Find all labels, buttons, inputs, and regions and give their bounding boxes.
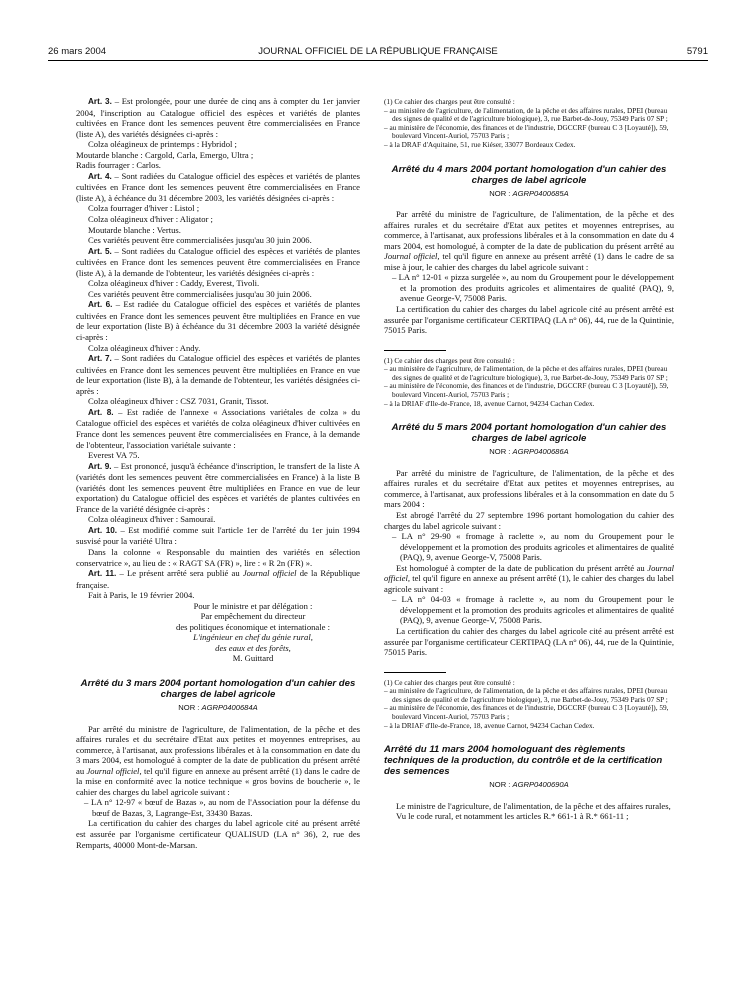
right-column (384, 98, 674, 822)
article-5: Art. 5. – Sont radiées du Catalogue officiel des espèces et variétés de plantes cultivées en France dont les semences peuvent être commercialisées en France (liste A), à la demande de l'obtenteur, les variétés désignées ci-après : (76, 245, 360, 278)
decree-paragraph: Par arrêté du ministre de l'agriculture, de l'alimentation, de la pêche et des affaires rurales et du secrétaire d'Etat aux petites et moyennes entreprises, au commerce, à l'artisanat, aux professions libérales et à la consommation en date du 3 mars 2004, est homologué à compter de la date de publication du présent arrêté au Journal officiel, tel qu'il figure en annexe au présent arrêté (1) dans le cadre de la mise en conformité avec la notice technique « gros bovins de boucherie », le cahier des charges du label agricole suivant : (76, 723, 360, 797)
footnote-rule (384, 672, 446, 673)
label-item: – LA n° 04-03 « fromage à raclette », au nom du Groupement pour le développement et la promotion des produits agricoles et alimentaires de qualité (PAQ), 9, avenue George-V, 75008 Paris. (392, 594, 674, 626)
nor-reference: NOR : AGRP0400686A (489, 447, 569, 457)
list-item: Colza oléagineux de printemps : Hybridol ; (88, 139, 237, 150)
decree-paragraph: Par arrêté du ministre de l'agriculture, de l'alimentation, de la pêche et des affaires rurales et du secrétaire d'Etat aux petites et moyennes entreprises, au commerce, à l'artisanat, aux professions libérales et à la consommation en date du 4 mars 2004, est homologué, à compter de la date de publication du présent arrêté au Journal officiel, tel qu'il figure en annexe au présent arrêté (1) dans le cadre de sa mise à jour, le cahier des charges du label agricole suivant : (384, 209, 674, 272)
decree-paragraph: La certification du cahier des charges du label agricole cité au présent arrêté est assurée par l'organisme certificateur CERTIPAQ (LA n° 06), 44, rue de la Quintinie, 75015 Paris. (384, 625, 674, 658)
decree-paragraph: Est homologué à compter de la date de publication du présent arrêté au Journal officiel, tel qu'il figure en annexe au présent arrêté (1), le cahier des charges du label agricole suivant : (384, 562, 674, 594)
article-10: Art. 10. – Est modifié comme suit l'article 1er de l'arrêté du 1er juin 1994 susvisé pour la variété Ultra : (76, 524, 360, 547)
list-item: Colza oléagineux d'hiver : CSZ 7031, Granit, Tissot. (88, 396, 269, 407)
footnote: (1) Ce cahier des charges peut être consulté : – au ministère de l'agriculture, de l'alimentation, de la pêche et des affaires rurales, DPEI (bureau des signes de qualité et de l'agriculture biologique), 3, rue Barbet-de-Jouy, 75349 Paris 07 SP ; – au ministère de l'économie, des finances et de l'industrie, DGCCRF (bureau C 3 [Loyauté]), 59, boulevard Vincent-Auriol, 75703 Paris ; – à la DRIAF d'Ile-de-France, 18, avenue Carnot, 94234 Cachan Cedex. (384, 355, 669, 408)
decree-paragraph: La certification du cahier des charges du label agricole cité au présent arrêté est assurée par l'organisme certificateur CERTIPAQ (LA n° 06), 44, rue de la Quintinie, 75015 Paris. (384, 304, 674, 336)
signature-block: Pour le ministre et par délégation : Par empêchement du directeur des politiques économique et internationale : L'ingénieur en chef du génie rural, des eaux et des forêts, M. Guittard (146, 601, 360, 664)
article-10-extra: Dans la colonne « Responsable du maintien des variétés en sélection conservatrice », au lieu de : « RAGT SA (FR) », lire : « R 2n (FR) ». (76, 546, 360, 568)
list-item: Colza oléagineux d'hiver : Caddy, Everest, Tivoli. (88, 278, 260, 289)
article-3: Art. 3. – Est prolongée, pour une durée de cinq ans à compter du 1er janvier 2004, l'inscription au Catalogue officiel des espèces et variétés de plantes cultivées en France dont les semences peuvent être commercialisées en France (liste A), des variétés désignées ci-après : (76, 96, 360, 139)
decree-paragraph: Par arrêté du ministre de l'agriculture, de l'alimentation, de la pêche et des affaires rurales et du secrétaire d'Etat aux petites et moyennes entreprises, au commerce, à l'artisanat, aux professions libérales et à la consommation en date du 5 mars 2004 : (384, 467, 674, 510)
article-8: Art. 8. – Est radiée de l'annexe « Associations variétales de colza » du Catalogue officiel des espèces et variétés de colza oléagineux d'hiver cultivées en France dont les semences peuvent être commercialisées en France, à la demande de l'obtenteur, l'association variétale suivante : (76, 406, 360, 450)
list-item: Moutarde blanche : Vertus. (88, 224, 181, 235)
decree-paragraph: Vu le code rural, et notamment les articles R.* 661-1 à R.* 661-11 ; (396, 811, 629, 822)
decree-title: Arrêté du 11 mars 2004 homologuant des règlements techniques de la production, du contrôle et de la certification des semences (384, 744, 663, 778)
nor-reference: NOR : AGRP0400684A (178, 702, 258, 712)
label-item: – LA n° 29-90 « fromage à raclette », au nom du Groupement pour le développement et la promotion des produits agricoles et alimentaires de qualité (PAQ), 9, avenue George-V, 75008 Paris. (392, 531, 674, 563)
page-number: 5791 (686, 46, 708, 57)
signatory-name: M. Guittard (232, 653, 274, 664)
decree-title: Arrêté du 3 mars 2004 portant homologation d'un cahier des charges de label agricole (80, 677, 356, 700)
article-9: Art. 9. – Est prononcé, jusqu'à échéance d'inscription, le transfert de la liste A (variétés dont les semences peuvent être commercialisées en France) à la liste B (variétés dont les semences peuvent être multipliées en France en vue de leur exportation) du Catalogue officiel des espèces et variétés de plantes cultivées en France de la variété désignée ci-après : (76, 460, 360, 514)
header-date: 26 mars 2004 (48, 46, 107, 57)
footnote: (1) Ce cahier des charges peut être consulté : – au ministère de l'agriculture, de l'alimentation, de la pêche et des affaires rurales, DPEI (bureau des signes de qualité et de l'agriculture biologique), 3, rue Barbet-de-Jouy, 75349 Paris 07 SP ; – au ministère de l'économie, des finances et de l'industrie, DGCCRF (bureau C 3 [Loyauté]), 59, boulevard Vincent-Auriol, 75703 Paris ; – à la DRAF d'Aquitaine, 51, rue Kiéser, 33077 Bordeaux Cedex. (384, 97, 669, 149)
article-6: Art. 6. – Est radiée du Catalogue officiel des espèces et variétés de plantes cultivées en France dont les semences peuvent être multipliées en France en vue de leur exportation (liste B) à échéance du 31 décembre 2003 la variété désignée ci-après : (76, 299, 360, 343)
nor-reference: NOR : AGRP0400690A (489, 780, 569, 790)
label-item: – LA n° 12-01 « pizza surgelée », au nom du Groupement pour le développement et la promotion des produits agricoles et alimentaires de qualité (PAQ), 9, avenue George-V, 75008 Paris. (392, 272, 674, 304)
decree-title: Arrêté du 5 mars 2004 portant homologation d'un cahier des charges de label agricole (391, 422, 667, 445)
article-4-close: Ces variétés peuvent être commercialisées jusqu'au 30 juin 2006. (88, 235, 312, 246)
list-item: Radis fourrager : Carlos. (76, 160, 161, 171)
label-item: – LA n° 12-97 « bœuf de Bazas », au nom de l'Association pour la défense du bœuf de Bazas, 3, Lagrange-Est, 33430 Bazas. (84, 797, 360, 818)
decree-paragraph: Est abrogé l'arrêté du 27 septembre 1996 portant homologation du cahier des charges du label agricole suivant : (384, 509, 674, 531)
decree-paragraph: La certification du cahier des charges du label agricole cité au présent arrêté est assurée par l'organisme certificateur QUALISUD (LA n° 36), 2, rue des Remparts, 40000 Mont-de-Marsan. (76, 818, 360, 850)
footnote: (1) Ce cahier des charges peut être consulté : – au ministère de l'agriculture, de l'alimentation, de la pêche et des affaires rurales, DPEI (bureau des signes de qualité et de l'agriculture biologique), 3, rue Barbet-de-Jouy, 75349 Paris 07 SP ; – au ministère de l'économie, des finances et de l'industrie, DGCCRF (bureau C 3 [Loyauté]), 59, boulevard Vincent-Auriol, 75703 Paris ; – à la DRIAF d'Ile-de-France, 18, avenue Carnot, 94234 Cachan Cedex. (384, 677, 669, 730)
decree-title: Arrêté du 4 mars 2004 portant homologation d'un cahier des charges de label agricole (391, 163, 667, 186)
done-at: Fait à Paris, le 19 février 2004. (88, 590, 195, 601)
list-item: Moutarde blanche : Cargold, Carla, Emergo, Ultra ; (76, 149, 254, 160)
footnote-rule (384, 350, 446, 351)
journal-title: JOURNAL OFFICIEL DE LA RÉPUBLIQUE FRANÇAISE (258, 46, 498, 57)
list-item: Everest VA 75. (88, 450, 140, 461)
left-column (76, 96, 360, 850)
article-4: Art. 4. – Sont radiées du Catalogue officiel des espèces et variétés de plantes cultivées en France dont les semences peuvent être commercialisées en France (liste A), à échéance du 31 décembre 2003, les variétés désignées ci-après : (76, 170, 360, 203)
nor-reference: NOR : AGRP0400685A (489, 188, 569, 198)
article-7: Art. 7. – Sont radiées du Catalogue officiel des espèces et variétés de plantes cultivées en France dont les semences peuvent être multipliées en France en vue de leur exportation (liste B), à la demande de l'obtenteur, les variétés désignées ci-après : (76, 353, 360, 396)
list-item: Colza oléagineux d'hiver : Samouraï. (88, 514, 216, 525)
list-item: Colza oléagineux d'hiver : Aligator ; (88, 214, 213, 225)
article-11: Art. 11. – Le présent arrêté sera publié au Journal officiel de la République française. (76, 568, 361, 590)
list-item: Colza oléagineux d'hiver : Andy. (88, 342, 201, 353)
header-rule (48, 60, 708, 61)
list-item: Colza fourrager d'hiver : Listol ; (88, 203, 200, 214)
decree-paragraph: Le ministre de l'agriculture, de l'alimentation, de la pêche et des affaires rurales, (396, 800, 671, 811)
page-header (48, 46, 708, 60)
article-5-close: Ces variétés peuvent être commercialisées jusqu'au 30 juin 2006. (88, 288, 312, 299)
